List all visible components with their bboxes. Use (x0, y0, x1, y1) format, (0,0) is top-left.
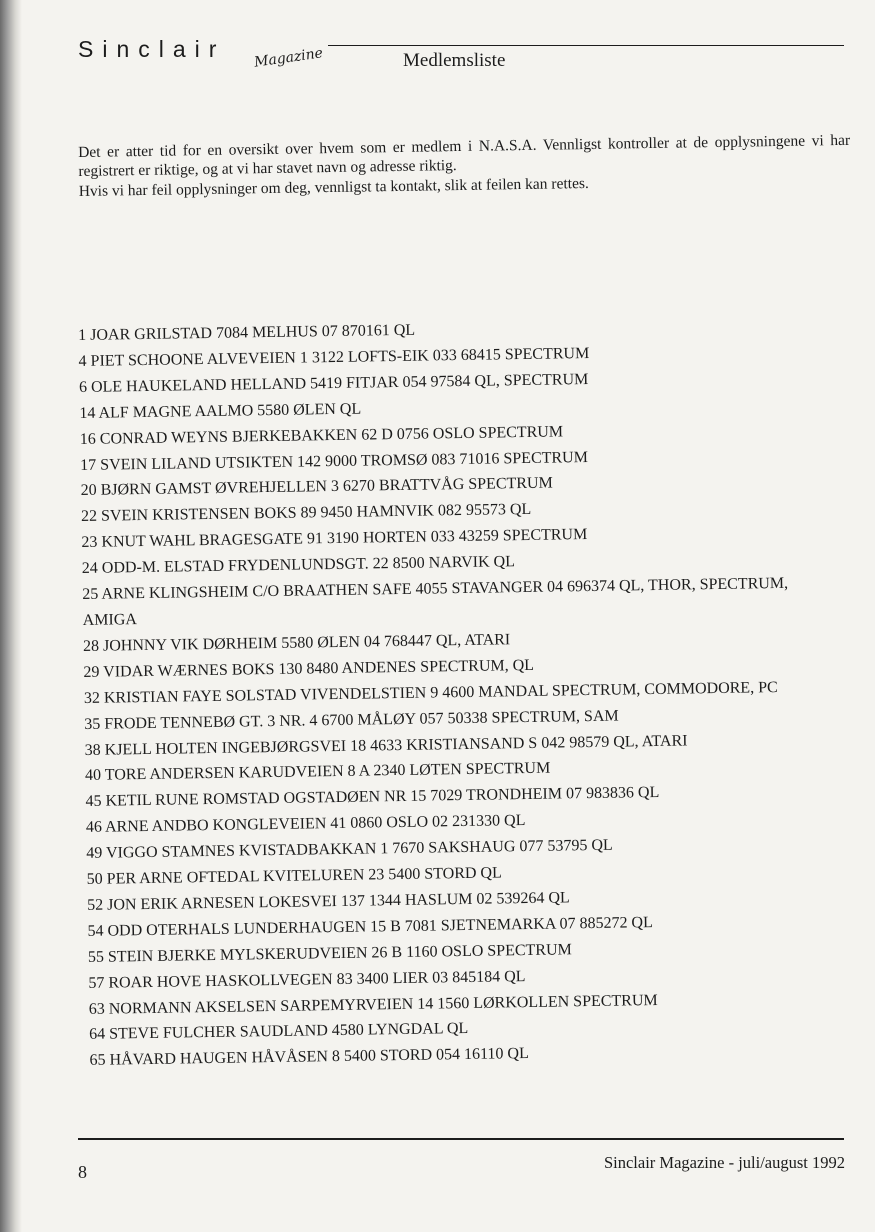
member-entry: 32 KRISTIAN FAYE SOLSTAD VIVENDELSTIEN 9 4600 MANDAL SPECTRUM, COMMODORE, PC (83, 678, 778, 707)
member-entry: 29 VIDAR WÆRNES BOKS 130 8480 ANDENES SPECTRUM, QL (83, 656, 535, 681)
member-entry: 52 JON ERIK ARNESEN LOKESVEI 137 1344 HASLUM 02 539264 QL (87, 889, 570, 914)
member-entry: 46 ARNE ANDBO KONGLEVEIEN 41 0860 OSLO 02 231330 QL (85, 812, 526, 837)
member-entry: 28 JOHNNY VIK DØRHEIM 5580 ØLEN 04 768447 QL, ATARI (82, 631, 511, 655)
footer-rule (78, 1138, 844, 1140)
member-entry: 50 PER ARNE OFTEDAL KVITELUREN 23 5400 STORD QL (86, 864, 502, 888)
member-entry: 20 BJØRN GAMST ØVREHJELLEN 3 6270 BRATTVÅG SPECTRUM (80, 475, 553, 500)
member-entry: 35 FRODE TENNEBØ GT. 3 NR. 4 6700 MÅLØY 057 50338 SPECTRUM, SAM (84, 707, 619, 733)
member-entry: 38 KJELL HOLTEN INGEBJØRGSVEI 18 4633 KRISTIANSAND S 042 98579 QL, ATARI (84, 731, 688, 759)
member-entry: 23 KNUT WAHL BRAGESGATE 91 3190 HORTEN 033 43259 SPECTRUM (81, 526, 588, 552)
intro-text (78, 131, 851, 201)
member-entry: 14 ALF MAGNE AALMO 5580 ØLEN QL (79, 400, 362, 422)
member-entry: 1 JOAR GRILSTAD 7084 MELHUS 07 870161 QL (78, 321, 416, 344)
member-entry: 40 TORE ANDERSEN KARUDVEIEN 8 A 2340 LØTEN SPECTRUM (84, 760, 551, 785)
member-entry: 6 OLE HAUKELAND HELLAND 5419 FITJAR 054 97584 QL, SPECTRUM (78, 370, 589, 396)
member-entry: 65 HÅVARD HAUGEN HÅVÅSEN 8 5400 STORD 054 16110 QL (89, 1045, 529, 1070)
member-entry: 55 STEIN BJERKE MYLSKERUDVEIEN 26 B 1160 OSLO SPECTRUM (87, 941, 572, 966)
masthead-rule (328, 45, 844, 46)
brand-logo: Sinclair (78, 36, 226, 62)
member-entry: 57 ROAR HOVE HASKOLLVEGEN 83 3400 LIER 03 845184 QL (88, 967, 526, 992)
member-entry: 24 ODD-M. ELSTAD FRYDENLUNDSGT. 22 8500 NARVIK QL (81, 553, 516, 578)
footer-publication: Sinclair Magazine - juli/august 1992 (603, 1153, 845, 1172)
member-entry: 54 ODD OTERHALS LUNDERHAUGEN 15 B 7081 SJETNEMARKA 07 885272 QL (87, 913, 653, 940)
member-entry: 22 SVEIN KRISTENSEN BOKS 89 9450 HAMNVIK 082 95573 QL (80, 501, 532, 526)
member-entry: 25 ARNE KLINGSHEIM C/O BRAATHEN SAFE 4055 STAVANGER 04 696374 QL, THOR, SPECTRUM, AMIGA (82, 574, 789, 629)
member-entry: 17 SVEIN LILAND UTSIKTEN 142 9000 TROMSØ 083 71016 SPECTRUM (80, 448, 589, 474)
page-binding-edge (0, 0, 22, 1232)
intro-paragraph: Hvis vi har feil opplysninger om deg, vennligst ta kontakt, slik at feilen kan rettes. (78, 174, 589, 200)
masthead (78, 36, 844, 80)
brand-script-logo: Magazine (253, 45, 324, 71)
member-list (78, 311, 830, 1074)
member-entry: 49 VIGGO STAMNES KVISTADBAKKAN 1 7670 SAKSHAUG 077 53795 QL (86, 836, 613, 863)
intro-paragraph: Det er atter tid for en oversikt over hvem som er medlem i N.A.S.A. Vennligst kontroller at de opplysningene vi har registrert er riktige, og at vi har stavet navn og adresse riktig. (78, 131, 851, 181)
member-entry: 63 NORMANN AKSELSEN SARPEMYRVEIEN 14 1560 LØRKOLLEN SPECTRUM (88, 991, 658, 1018)
page-number: 8 (78, 1162, 87, 1182)
member-entry: 45 KETIL RUNE ROMSTAD OGSTADØEN NR 15 7029 TRONDHEIM 07 983836 QL (85, 784, 660, 811)
member-entry: 4 PIET SCHOONE ALVEVEIEN 1 3122 LOFTS-EIK 033 68415 SPECTRUM (78, 344, 590, 370)
member-entry: 64 STEVE FULCHER SAUDLAND 4580 LYNGDAL QL (89, 1020, 469, 1044)
member-entry: 16 CONRAD WEYNS BJERKEBAKKEN 62 D 0756 OSLO SPECTRUM (79, 423, 564, 448)
section-title: Medlemsliste (403, 50, 506, 71)
